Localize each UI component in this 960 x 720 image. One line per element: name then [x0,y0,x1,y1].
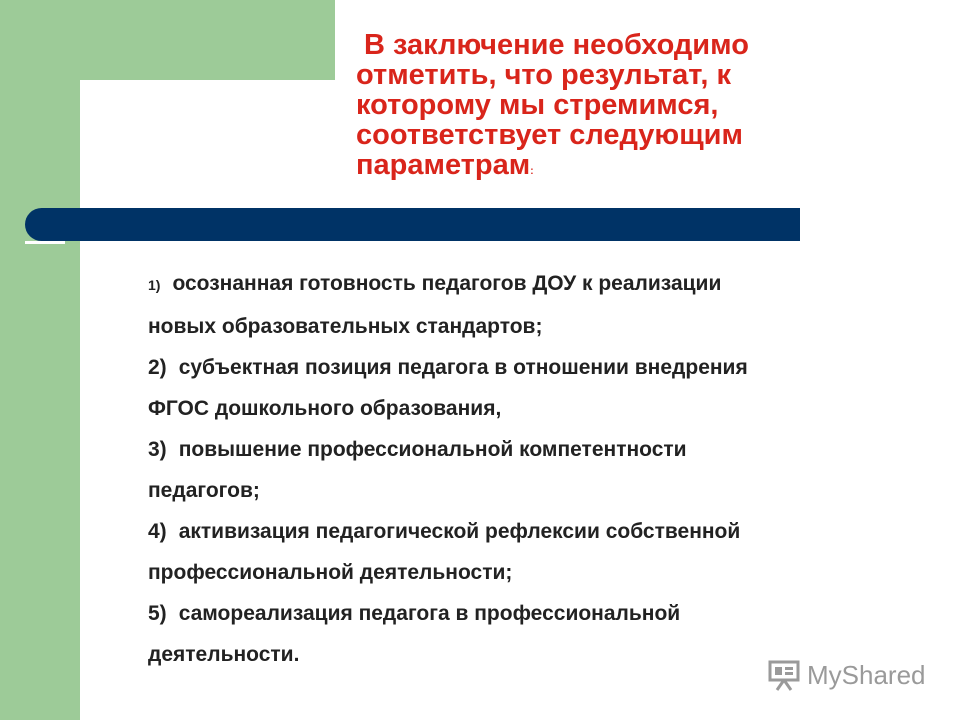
list-item [148,511,948,552]
list-item-continuation: ФГОС дошкольного образования, [148,397,502,420]
content-corner [80,80,200,200]
list-item [148,347,948,388]
list-item-continuation: новых образовательных стандартов; [148,315,543,338]
top-green-band [0,0,335,80]
item-number: 5) [148,602,167,625]
parameters-list [148,263,948,675]
title-line: В заключение необходимо [364,29,749,61]
myshared-watermark [767,658,937,692]
list-item-continuation: деятельности. [148,643,300,666]
slide-title [356,30,916,187]
list-item-continuation: педагогов; [148,479,260,502]
list-item [148,263,948,306]
title-line: отметить, что результат, к [356,59,731,91]
presentation-board-icon [767,659,801,691]
title-last-word: параметрам [356,149,531,181]
item-number: 4) [148,520,167,543]
watermark-text: MyShared [807,659,926,690]
item-text: активизация педагогической рефлексии собственной [178,520,741,543]
left-green-strip [0,0,80,720]
divider-notch [25,241,65,244]
item-number: 1) [148,277,161,293]
item-text: осознанная готовность педагогов ДОУ к реализации [172,272,722,295]
title-line: соответствует следующим [356,119,743,151]
title-line [356,150,916,187]
item-text: самореализация педагога в профессиональной [178,602,681,625]
list-item-continuation: профессиональной деятельности; [148,561,513,584]
item-number: 3) [148,438,167,461]
item-number: 2) [148,356,167,379]
list-item [148,593,948,634]
title-colon: : [530,166,534,177]
divider-bar [25,208,800,241]
title-line: которому мы стремимся, [356,89,719,121]
list-item [148,429,948,470]
item-text: повышение профессиональной компетентности [178,438,687,461]
item-text: субъектная позиция педагога в отношении внедрения [178,356,748,379]
